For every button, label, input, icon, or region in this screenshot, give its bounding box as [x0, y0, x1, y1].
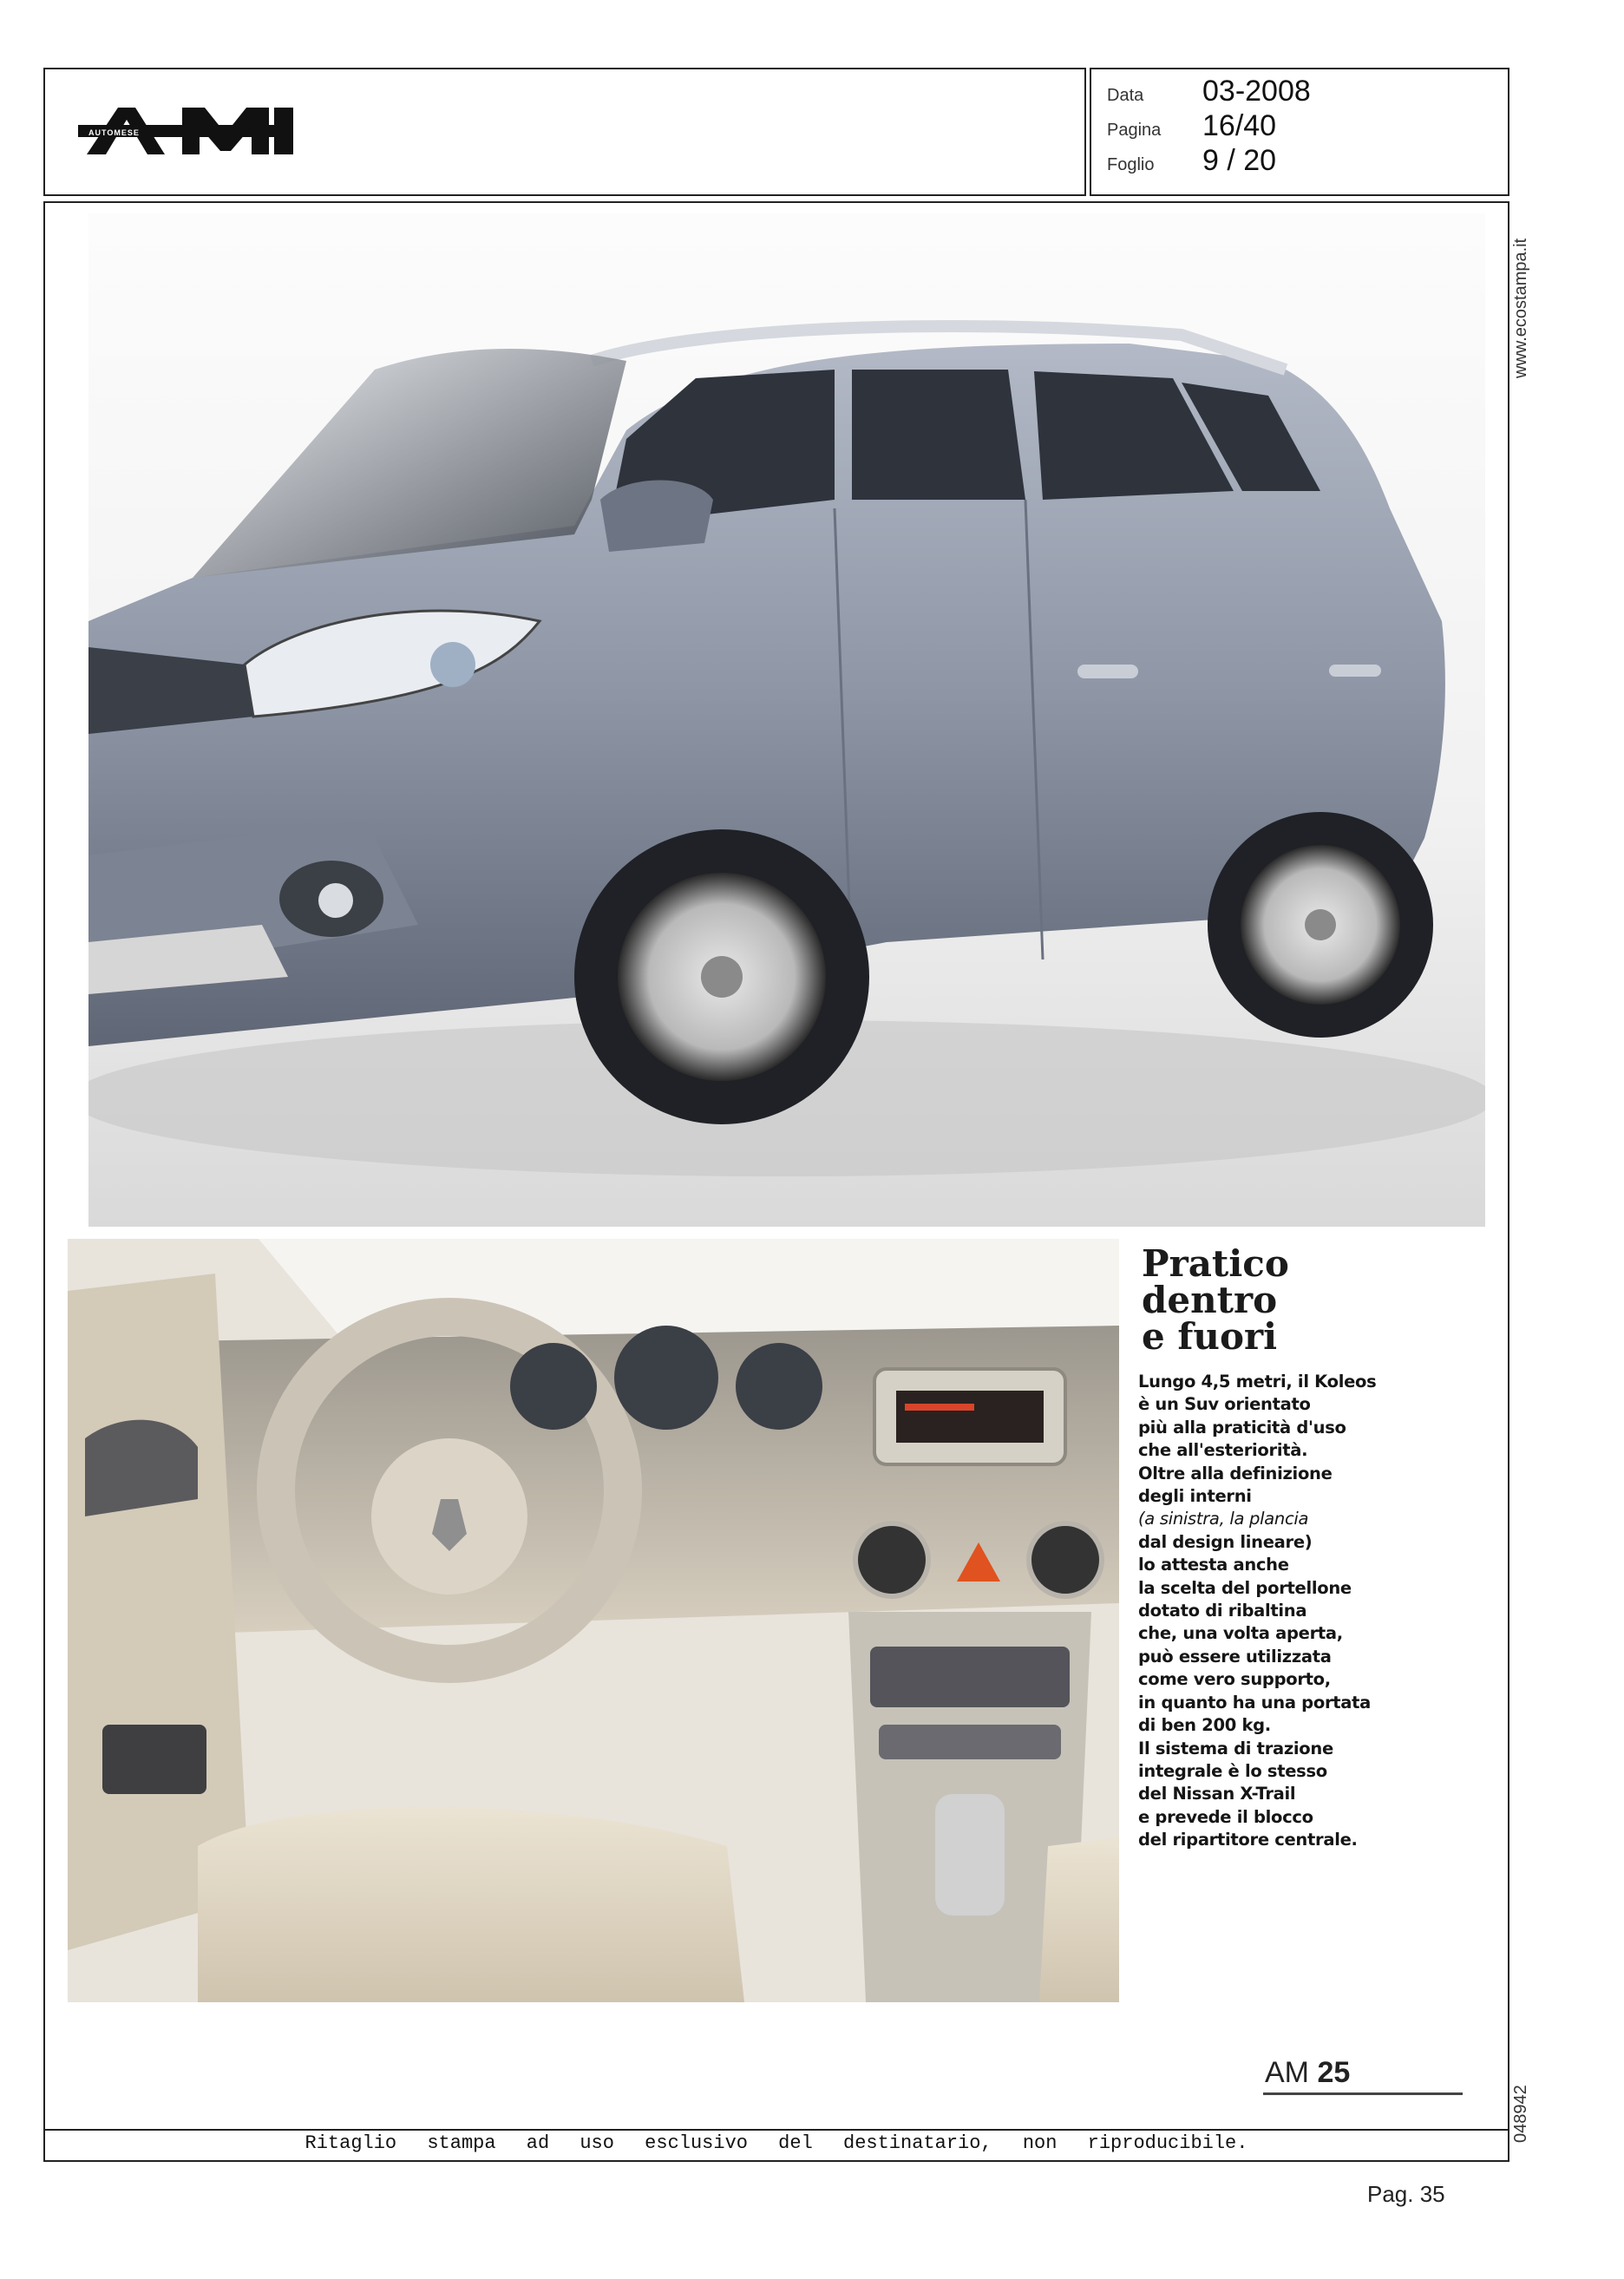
meta-page-row: [1107, 109, 1276, 143]
meta-date-row: [1107, 75, 1311, 108]
article-line: del Nissan X-Trail: [1138, 1784, 1296, 1804]
article-line: più alla praticità d'uso: [1138, 1417, 1346, 1437]
side-url-text: www.ecostampa.it: [1511, 238, 1530, 378]
article-line: e prevede il blocco: [1138, 1806, 1313, 1827]
article-line: integrale è lo stesso: [1138, 1760, 1327, 1781]
article-line: di ben 200 kg.: [1138, 1715, 1271, 1736]
article-line: Il sistema di trazione: [1138, 1738, 1333, 1758]
side-code-text: 048942: [1511, 2085, 1530, 2143]
article-line: (a sinistra, la plancia: [1138, 1509, 1309, 1529]
sheet-value: 9 / 20: [1202, 144, 1277, 177]
sheet-label: Foglio: [1107, 155, 1155, 174]
article-line: Oltre alla definizione: [1138, 1463, 1333, 1483]
article-line: come vero supporto,: [1138, 1669, 1331, 1690]
article-line: dotato di ribaltina: [1138, 1601, 1307, 1621]
page-label: Pagina: [1107, 121, 1162, 140]
article-title-line: Pratico: [1142, 1242, 1289, 1285]
article-line: lo attesta anche: [1138, 1555, 1289, 1575]
car-interior-photo: [68, 1239, 1119, 2002]
footer-note: Ritaglio stampa ad uso esclusivo del destinatario, non riproducibile.: [304, 2132, 1248, 2154]
article-title: [1142, 1242, 1402, 1358]
article-line: Lungo 4,5 metri, il Koleos: [1138, 1372, 1377, 1392]
car-exterior-photo: [88, 213, 1485, 1227]
logo-small-text: AUTOMESE: [88, 128, 140, 137]
magazine-page-mark: [1265, 2056, 1350, 2090]
article-line: che all'esteriorità.: [1138, 1440, 1308, 1461]
page-value: 16/40: [1202, 109, 1277, 142]
article-title-line: e fuori: [1142, 1315, 1278, 1358]
article-line: la scelta del portellone: [1138, 1577, 1352, 1598]
page-number: Pag. 35: [1367, 2181, 1445, 2207]
article-line: degli interni: [1138, 1486, 1252, 1507]
side-url: [1511, 205, 1546, 387]
meta-sheet-row: [1107, 144, 1276, 178]
article-line: del ripartitore centrale.: [1138, 1830, 1358, 1850]
article-line: che, una volta aperta,: [1138, 1623, 1343, 1644]
car-illustration: [88, 213, 1485, 1227]
magazine-rule: [1263, 2092, 1463, 2095]
date-label: Data: [1107, 86, 1144, 105]
magazine-name: AM: [1265, 2056, 1309, 2089]
article-title-line: dentro: [1142, 1279, 1278, 1321]
date-value: 03-2008: [1202, 75, 1311, 108]
magazine-page: 25: [1317, 2056, 1351, 2089]
side-code: [1511, 2073, 1546, 2143]
interior-illustration: [68, 1239, 1119, 2002]
article-line: dal design lineare): [1138, 1531, 1313, 1552]
article-body: [1138, 1371, 1416, 1852]
article-line: in quanto ha una portata: [1138, 1692, 1372, 1713]
publication-logo: [78, 108, 293, 154]
article-line: può essere utilizzata: [1138, 1646, 1332, 1667]
article-line: è un Suv orientato: [1138, 1394, 1311, 1415]
